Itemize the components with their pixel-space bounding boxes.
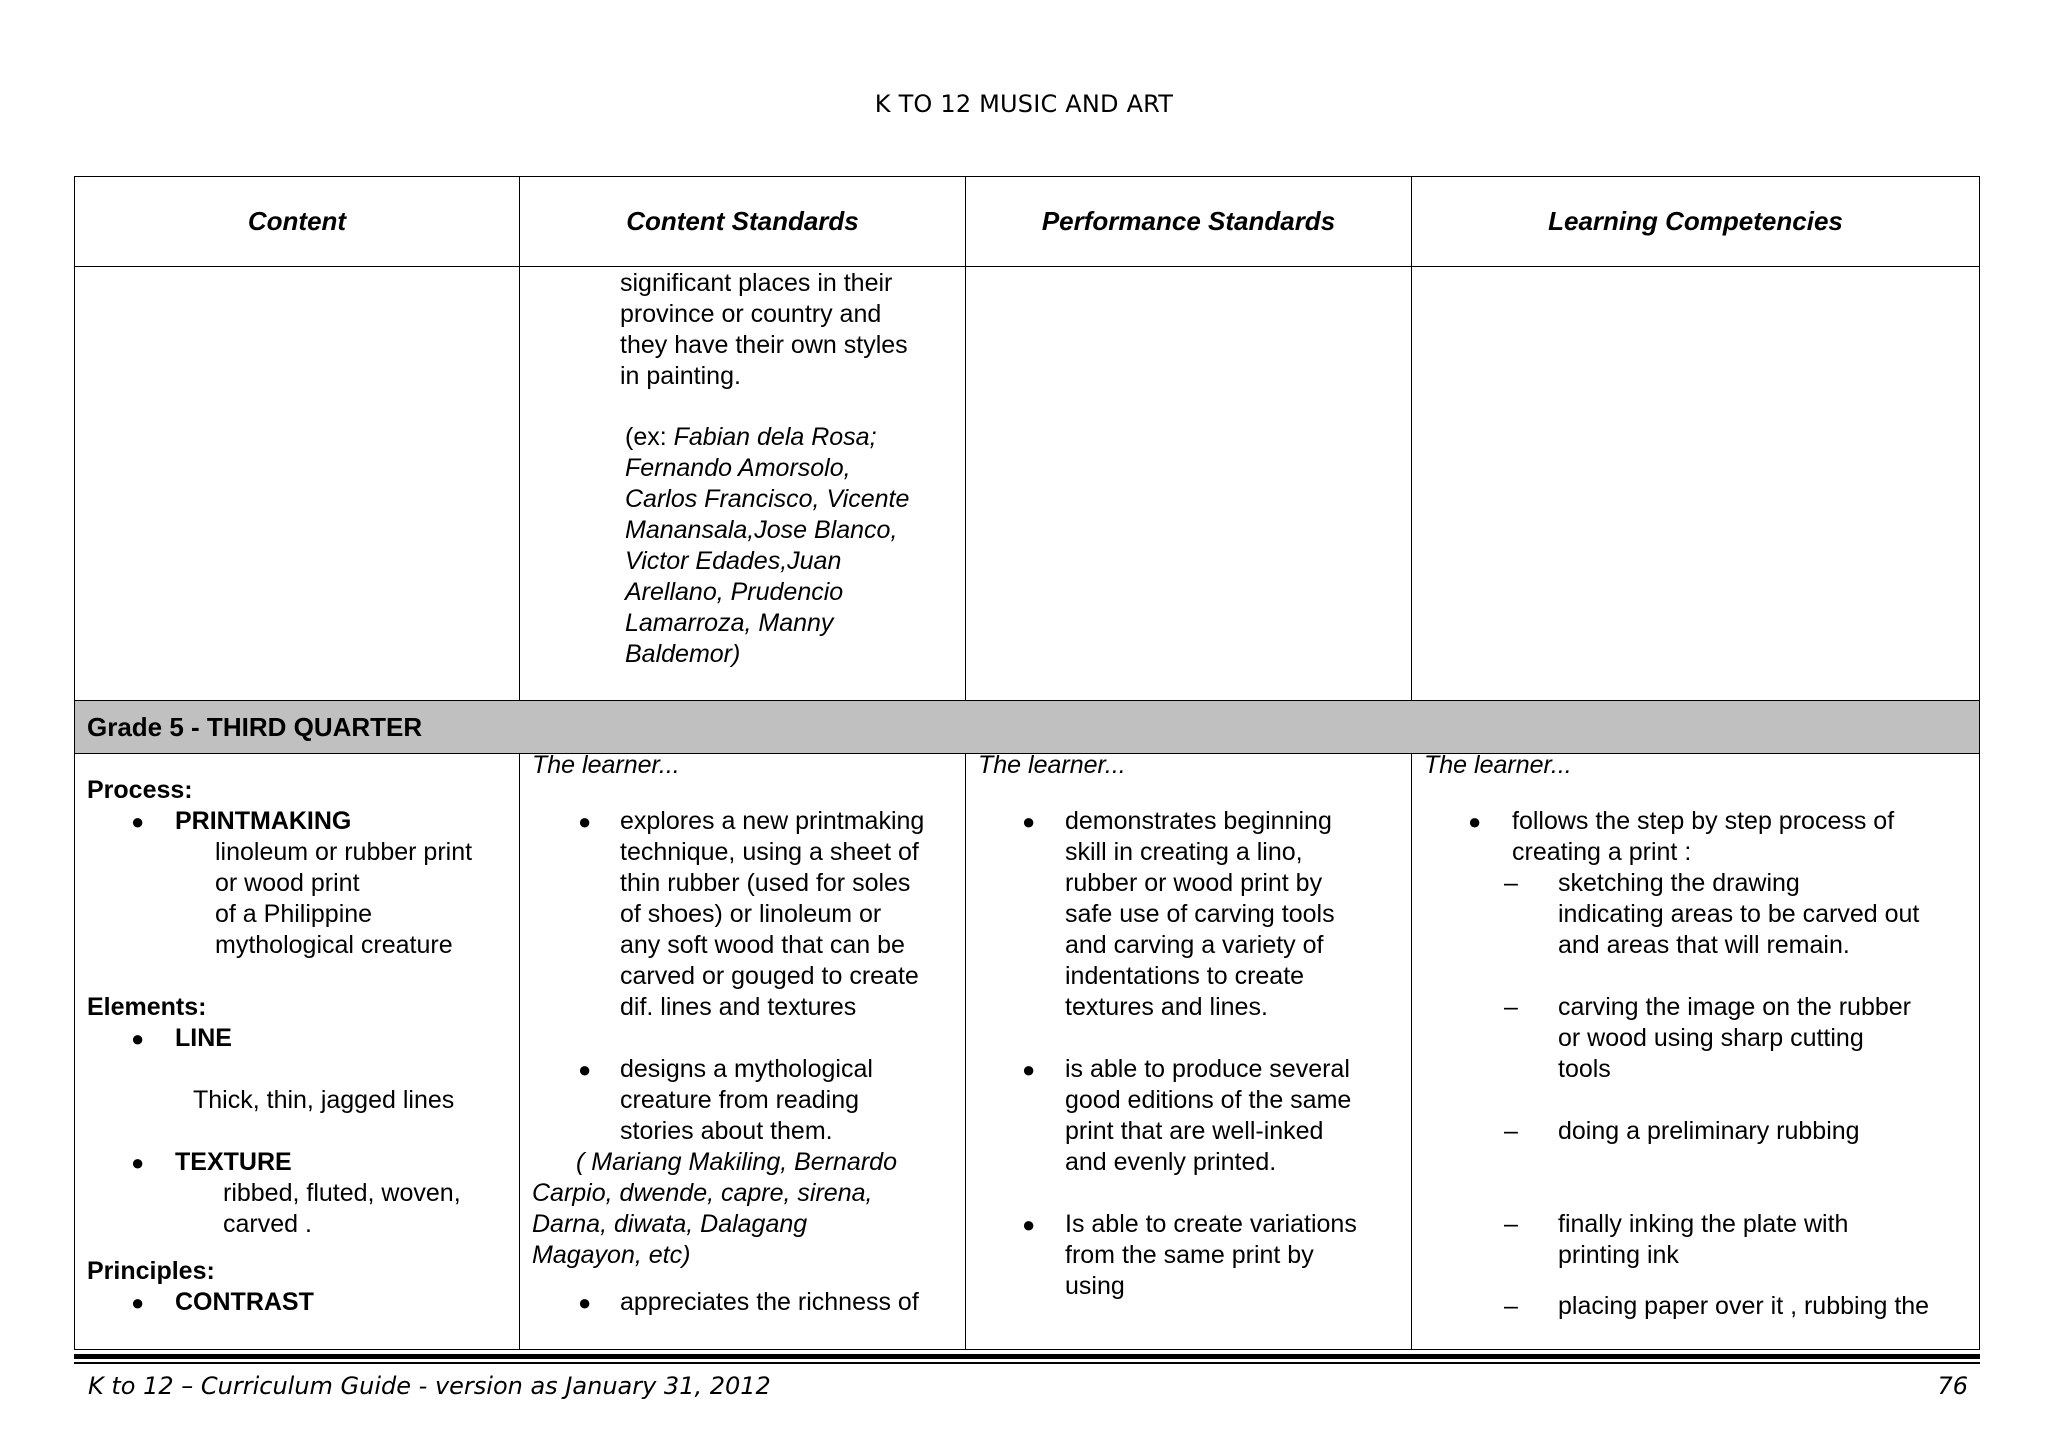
- dash-icon: –: [1504, 1210, 1518, 1238]
- footer-version: K to 12 – Curriculum Guide - version as January 31, 2012: [88, 1372, 771, 1400]
- learner-intro: The learner...: [532, 751, 680, 779]
- column-header-content-standards: Content Standards: [520, 177, 966, 266]
- cell-performance-standards: [966, 751, 1412, 1350]
- process-label: Process:: [87, 776, 193, 804]
- cell-content-standards-continued: [520, 266, 966, 700]
- text-line: follows the step by step process of: [1512, 807, 1895, 835]
- text-line: and areas that will remain.: [1558, 931, 1850, 959]
- text-line: printing ink: [1558, 1241, 1679, 1269]
- appreciates-text: appreciates the richness of: [620, 1288, 919, 1316]
- dash-icon: –: [1504, 993, 1518, 1021]
- contrast-label: CONTRAST: [175, 1288, 314, 1316]
- bullet-icon: ●: [1468, 809, 1482, 834]
- text-line: of shoes) or linoleum or: [620, 900, 882, 928]
- bullet-icon: ●: [578, 809, 592, 834]
- cell-competencies-continued: [1412, 266, 1979, 700]
- footer-rule-thick: [74, 1354, 1980, 1359]
- printmaking-label: PRINTMAKING: [175, 807, 352, 835]
- text-line: dif. lines and textures: [620, 993, 857, 1021]
- text-line: ( Mariang Makiling, Bernardo: [576, 1148, 897, 1176]
- cell-content-continued: [75, 266, 520, 700]
- dash-icon: –: [1504, 1292, 1518, 1320]
- text-line: linoleum or rubber print: [215, 838, 473, 866]
- text-line: good editions of the same: [1065, 1086, 1352, 1114]
- texture-label: TEXTURE: [175, 1148, 292, 1176]
- text-line: from the same print by: [1065, 1241, 1314, 1269]
- text-line: or wood print: [215, 869, 360, 897]
- text-line: ribbed, fluted, woven,: [223, 1179, 461, 1207]
- follows-text: [1512, 806, 1894, 868]
- continued-text: [620, 268, 908, 392]
- text-line: textures and lines.: [1065, 993, 1268, 1021]
- text-line: indentations to create: [1065, 962, 1305, 990]
- bullet-icon: ●: [1022, 1057, 1036, 1082]
- table-row-continued: [75, 266, 1979, 700]
- learner-intro: The learner...: [978, 751, 1126, 779]
- text-line: technique, using a sheet of: [620, 838, 919, 866]
- text-line: print that are well-inked: [1065, 1117, 1324, 1145]
- bullet-icon: ●: [131, 1290, 145, 1315]
- painter-name: Fabian dela Rosa;: [673, 423, 877, 451]
- text-line: designs a mythological: [620, 1055, 873, 1083]
- variations-text: [1065, 1209, 1357, 1302]
- text-line: in painting.: [620, 362, 741, 390]
- line-desc: Thick, thin, jagged lines: [193, 1086, 455, 1114]
- text-line: Carpio, dwende, capre, sirena,: [532, 1179, 873, 1207]
- text-line: province or country and: [620, 300, 882, 328]
- explores-text: [620, 806, 924, 1023]
- text-line: Fernando Amorsolo,: [625, 454, 851, 482]
- demonstrates-text: [1065, 806, 1335, 1023]
- bullet-icon: ●: [131, 1150, 145, 1175]
- text-line: Magayon, etc): [532, 1241, 691, 1269]
- dash-icon: –: [1504, 869, 1518, 897]
- text-line: carving the image on the rubber: [1558, 993, 1911, 1021]
- text-line: of a Philippine: [215, 900, 373, 928]
- ex-prefix: (ex:: [625, 423, 674, 451]
- text-line: creature from reading: [620, 1086, 860, 1114]
- text-line: demonstrates beginning: [1065, 807, 1332, 835]
- text-line: safe use of carving tools: [1065, 900, 1335, 928]
- quarter-header: Grade 5 - THIRD QUARTER: [75, 700, 1979, 754]
- table-row-third-quarter: [75, 751, 1979, 1350]
- text-line: explores a new printmaking: [620, 807, 925, 835]
- column-header-learning-competencies: Learning Competencies: [1548, 206, 1843, 236]
- cell-content-standards: [520, 751, 966, 1350]
- learner-intro: The learner...: [1424, 751, 1572, 779]
- step-sketching: [1558, 868, 1919, 961]
- principles-label: Principles:: [87, 1257, 215, 1285]
- text-line: Lamarroza, Manny: [625, 609, 834, 637]
- text-line: Arellano, Prudencio: [625, 578, 844, 606]
- cell-content: [75, 754, 520, 1350]
- text-line: stories about them.: [620, 1117, 833, 1145]
- painter-examples: [625, 422, 909, 670]
- bullet-icon: ●: [131, 1026, 145, 1051]
- text-line: Baldemor): [625, 640, 741, 668]
- mythical-examples: [532, 1147, 897, 1271]
- text-line: sketching the drawing: [1558, 869, 1800, 897]
- text-line: Darna, diwata, Dalagang: [532, 1210, 808, 1238]
- text-line: and carving a variety of: [1065, 931, 1324, 959]
- text-line: carved .: [223, 1210, 312, 1238]
- bullet-icon: ●: [131, 809, 145, 834]
- table-header-row: [75, 177, 1979, 267]
- step-rubbing: doing a preliminary rubbing: [1558, 1117, 1860, 1145]
- text-line: is able to produce several: [1065, 1055, 1350, 1083]
- page-number: 76: [1937, 1372, 1968, 1400]
- elements-label: Elements:: [87, 993, 207, 1021]
- printmaking-desc: [215, 837, 472, 961]
- text-line: carved or gouged to create: [620, 962, 919, 990]
- text-line: rubber or wood print by: [1065, 869, 1323, 897]
- text-line: using: [1065, 1272, 1125, 1300]
- text-line: creating a print :: [1512, 838, 1692, 866]
- texture-desc: [223, 1178, 461, 1240]
- designs-text: [620, 1054, 873, 1147]
- bullet-icon: ●: [578, 1057, 592, 1082]
- produce-text: [1065, 1054, 1351, 1178]
- bullet-icon: ●: [1022, 1212, 1036, 1237]
- column-header-performance-standards: Performance Standards: [966, 177, 1412, 266]
- text-line: or wood using sharp cutting: [1558, 1024, 1864, 1052]
- step-placing-paper: placing paper over it , rubbing the: [1558, 1292, 1930, 1320]
- text-line: skill in creating a lino,: [1065, 838, 1303, 866]
- text-line: they have their own styles: [620, 331, 908, 359]
- text-line: mythological creature: [215, 931, 453, 959]
- cell-performance-continued: [966, 266, 1412, 700]
- line-label: LINE: [175, 1024, 232, 1052]
- text-line: Manansala,Jose Blanco,: [625, 516, 898, 544]
- text-line: and evenly printed.: [1065, 1148, 1277, 1176]
- cell-learning-competencies: [1412, 751, 1979, 1350]
- text-line: significant places in their: [620, 269, 893, 297]
- text-line: [625, 422, 909, 453]
- text-line: thin rubber (used for soles: [620, 869, 911, 897]
- column-header-content: Content: [75, 177, 520, 266]
- text-line: tools: [1558, 1055, 1611, 1083]
- text-line: indicating areas to be carved out: [1558, 900, 1920, 928]
- text-line: finally inking the plate with: [1558, 1210, 1849, 1238]
- page-header-title: K TO 12 MUSIC AND ART: [874, 90, 1174, 118]
- footer-rule-thin: [74, 1362, 1980, 1364]
- step-inking: [1558, 1209, 1848, 1271]
- text-line: Is able to create variations: [1065, 1210, 1357, 1238]
- text-line: Carlos Francisco, Vicente: [625, 485, 910, 513]
- dash-icon: –: [1504, 1117, 1518, 1145]
- curriculum-table: [74, 176, 1980, 1350]
- step-carving: [1558, 992, 1911, 1085]
- bullet-icon: ●: [578, 1290, 592, 1315]
- bullet-icon: ●: [1022, 809, 1036, 834]
- text-line: any soft wood that can be: [620, 931, 905, 959]
- text-line: Victor Edades,Juan: [625, 547, 842, 575]
